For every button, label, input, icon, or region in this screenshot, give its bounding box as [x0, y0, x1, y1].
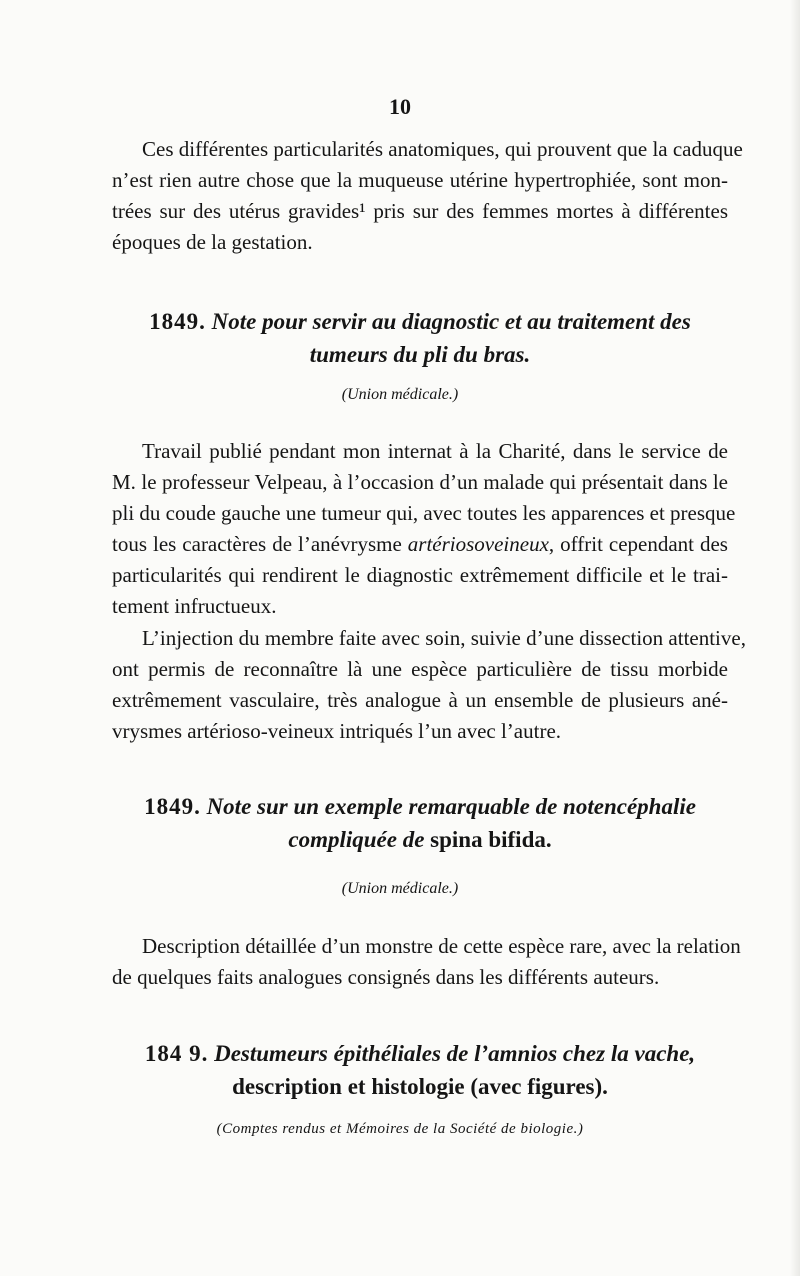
text-line: extrêmement vasculaire, très analogue à un ensemble de plusieurs ané-: [112, 688, 728, 712]
text-line: époques de la gestation.: [112, 230, 313, 254]
text-line: vrysmes artérioso-veineux intriqués l’un avec l’autre.: [112, 719, 562, 743]
heading-year: 1849.: [144, 794, 201, 819]
heading-year: 184 9.: [144, 1041, 209, 1066]
text-line: ont permis de reconnaître là une espèce particulière de tissu morbide: [112, 657, 728, 681]
text-line: Travail publié pendant mon internat à la Charité, dans le service de: [142, 439, 728, 463]
section-heading-3: [100, 1037, 740, 1103]
source-citation-1: (Union médicale.): [341, 386, 459, 403]
text-line: n’est rien autre chose que la muqueuse utérine hypertrophiée, sont mon-: [112, 168, 728, 192]
heading-title-cont: description et histologie (avec figures).: [232, 1074, 608, 1099]
section1-paragraph-2: [112, 623, 746, 747]
text-line: trées sur des utérus gravides¹ pris sur des femmes mortes à différentes: [112, 199, 728, 223]
heading-year: 1849.: [149, 309, 206, 334]
heading-title: Destumeurs épithéliales de l’amnios chez la vache,: [214, 1041, 696, 1066]
heading-line: [100, 823, 740, 856]
heading-line: [100, 305, 740, 338]
italic-term: artériosoveineux: [407, 532, 549, 556]
heading-title-cont: compliquée de: [288, 827, 425, 852]
heading-line: [100, 790, 740, 823]
intro-paragraph: [112, 134, 743, 258]
heading-line: [100, 1037, 740, 1070]
text-line: particularités qui rendirent le diagnostic extrêmement difficile et le trai-: [112, 563, 728, 587]
source-citation-2: (Union médicale.): [341, 880, 459, 897]
text-line: tement infructueux.: [112, 594, 277, 618]
heading-title-cont: tumeurs du pli du bras.: [309, 342, 531, 367]
text-line: Ces différentes particularités anatomiques, qui prouvent que la caduque: [142, 137, 743, 161]
text-line: tous les caractères de l’anévrysme artériosoveineux, offrit cependant des: [112, 532, 728, 556]
page-number: 10: [389, 94, 411, 119]
section-heading-1: [100, 305, 740, 371]
text-line: de quelques faits analogues consignés dans les différents auteurs.: [112, 965, 660, 989]
heading-title: Note pour servir au diagnostic et au traitement des: [211, 309, 691, 334]
heading-title-roman: spina bifida.: [430, 827, 552, 852]
text-line: L’injection du membre faite avec soin, suivie d’une dissection attentive,: [142, 626, 746, 650]
text-line: Description détaillée d’un monstre de cette espèce rare, avec la relation: [142, 934, 741, 958]
section-heading-2: [100, 790, 740, 856]
section1-paragraph-1: [112, 436, 736, 622]
page-edge-shadow: [790, 0, 800, 1276]
heading-title: Note sur un exemple remarquable de notencéphalie: [206, 794, 696, 819]
section2-paragraph-1: [112, 931, 741, 993]
text-line: pli du coude gauche une tumeur qui, avec toutes les apparences et presque: [112, 501, 736, 525]
text-line: M. le professeur Velpeau, à l’occasion d’un malade qui présentait dans le: [112, 470, 728, 494]
source-citation-3: (Comptes rendus et Mémoires de la Société de biologie.): [216, 1121, 584, 1137]
